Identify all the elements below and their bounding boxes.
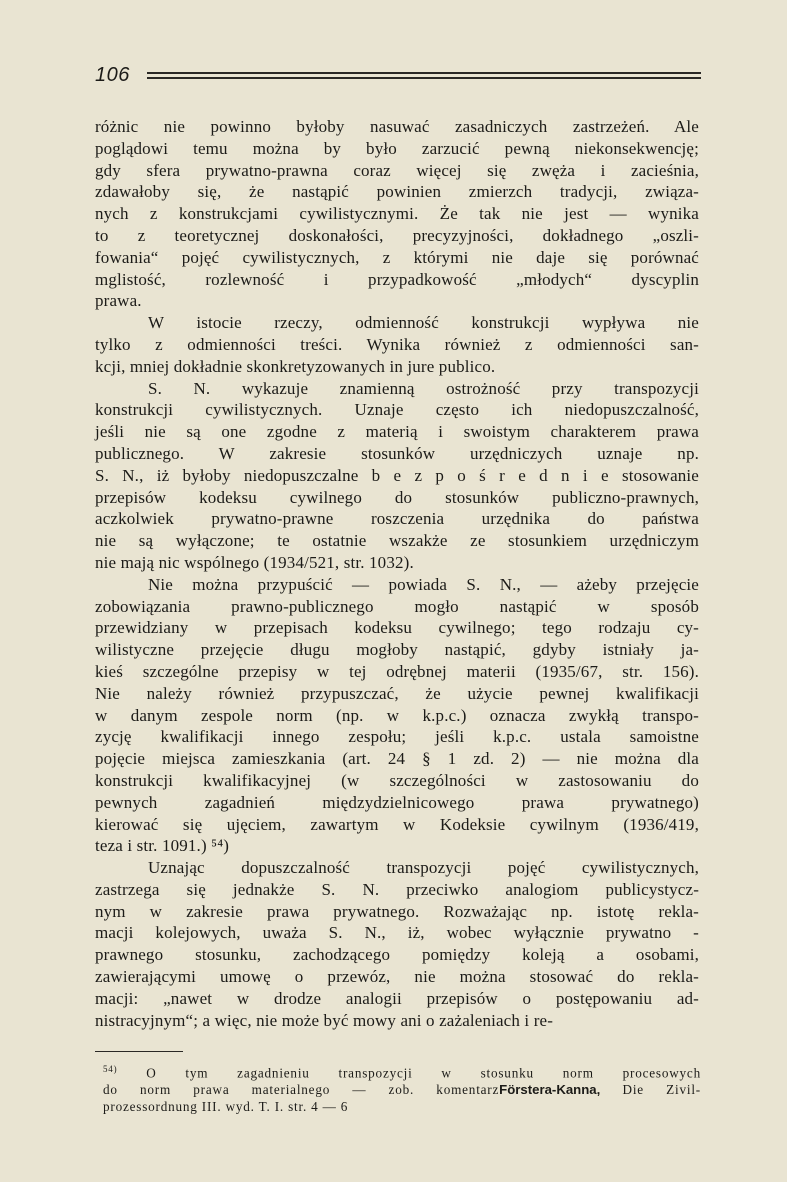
footnote-text: do norm prawa materialnego — zob. komentarz bbox=[103, 1081, 500, 1097]
text-line: przepisów kodeksu cywilnego do stosunków publiczno-prawnych, bbox=[95, 487, 699, 507]
text-line: Nie należy również przypuszczać, że użycie pewnej kwalifikacji bbox=[95, 683, 699, 703]
footnote-separator bbox=[95, 1051, 183, 1052]
text-line: publicznego. W zakresie stosunków urzędniczych uznaje np. bbox=[95, 443, 699, 463]
text-line: zycję kwalifikacji innego zespołu; jeśli k.p.c. ustala samoistne bbox=[95, 727, 699, 747]
text-line: S. N. wykazuje znamienną ostrożność przy transpozycji bbox=[148, 378, 699, 398]
page-header bbox=[95, 64, 701, 92]
text-line: macji kolejowych, uważa S. N., iż, wobec wyłącznie prywatno - bbox=[95, 923, 699, 943]
text-line: jeśli nie są one zgodne z materią i swoistym charakterem prawa bbox=[95, 422, 699, 442]
footnote-text: Die Zivil- bbox=[600, 1081, 702, 1097]
footnote-text: O tym zagadnieniu transpozycji w stosunku norm procesowych bbox=[146, 1065, 701, 1081]
text-line: Nie można przypuścić — powiada S. N., — ażeby przejęcie bbox=[148, 574, 699, 594]
text-line: nie są wyłączone; te ostatnie wszakże ze stosunkiem urzędniczym bbox=[95, 531, 699, 551]
body-text bbox=[95, 116, 699, 1031]
text-line: nych z konstrukcjami cywilistycznymi. Że tak nie jest — wynika bbox=[95, 204, 699, 224]
footnote-line bbox=[103, 1099, 701, 1116]
text-line: prawnego stosunku, zachodzącego pomiędzy koleją a osobami, bbox=[95, 945, 699, 965]
text-line: teza i str. 1091.) ⁵⁴) bbox=[95, 836, 230, 856]
text-line: konstrukcji cywilistycznych. Uznaje często ich niedopuszczalność, bbox=[95, 400, 699, 420]
text-line: kierować się ujęciem, zawartym w Kodeksie cywilnym (1936/419, bbox=[95, 814, 699, 834]
text-line: kcji, mniej dokładnie skonkretyzowanych in jure publico. bbox=[95, 356, 496, 376]
text-line: wilistyczne przejęcie długu mogłoby nastąpić, gdyby istniały ja- bbox=[95, 640, 699, 660]
text-line: w danym zespole norm (np. w k.p.c.) oznacza zwykłą transpo- bbox=[95, 705, 699, 725]
text-line: gdy sfera prywatno-prawna coraz więcej się zwęża i zacieśnia, bbox=[95, 160, 699, 180]
text-line: nym w zakresie prawa prywatnego. Rozważając np. istotę rekla- bbox=[95, 901, 699, 921]
text-line: poglądowi temu można by było zarzucić pewną niekonsekwencję; bbox=[95, 138, 699, 158]
text-line: nie mają nic wspólnego (1934/521, str. 1032). bbox=[95, 552, 414, 572]
text-line: to z teoretycznej doskonałości, precyzyjności, dokładnego „oszli- bbox=[95, 225, 699, 245]
text-line: mglistość, rozlewność i przypadkowość „młodych“ dyscyplin bbox=[95, 269, 699, 289]
text-line: W istocie rzeczy, odmienność konstrukcji wypływa nie bbox=[148, 313, 699, 333]
text-line: różnic nie powinno byłoby nasuwać zasadniczych zastrzeżeń. Ale bbox=[95, 117, 699, 136]
text-line: aczkolwiek prywatno-prawne roszczenia urzędnika do państwa bbox=[95, 509, 699, 529]
text-line: macji: „nawet w drodze analogii przepisów o postępowaniu ad- bbox=[95, 988, 699, 1008]
footnote-authors: Förstera-Kanna, bbox=[499, 1081, 601, 1097]
text-line: S. N., iż byłoby niedopuszczalne b e z p o ś r e d n i e stosowanie bbox=[95, 465, 699, 485]
header-rule-bottom bbox=[147, 77, 701, 79]
text-line: zdawałoby się, że nastąpić powinien zmierzch tradycji, związa- bbox=[95, 182, 699, 202]
text-line: zobowiązania prawno-publicznego mogło nastąpić w sposób bbox=[95, 596, 699, 616]
text-line: nistracyjnym“; a więc, nie może być mowy ani o zażaleniach i re- bbox=[95, 1010, 554, 1030]
text-line: kieś szczególne przepisy w tej odrębnej materii (1935/67, str. 156). bbox=[95, 661, 699, 681]
text-line: konstrukcji kwalifikacyjnej (w szczególności w zastosowaniu do bbox=[95, 770, 699, 790]
footnote-line bbox=[103, 1061, 701, 1082]
text-line: zastrzega się jednakże S. N. przeciwko analogiom publicystycz- bbox=[95, 879, 699, 899]
footnote-marker: 54) bbox=[103, 1064, 118, 1074]
footnote-line bbox=[103, 1082, 701, 1099]
text-line: przewidziany w przepisach kodeksu cywilnego; tego rodzaju cy- bbox=[95, 618, 699, 638]
footnotes bbox=[103, 1061, 701, 1115]
footnote-text: prozessordnung III. wyd. T. I. str. 4 — 6 bbox=[103, 1098, 349, 1114]
text-line: zawierającymi umowę o przewóz, nie można stosować do rekla- bbox=[95, 967, 699, 987]
text-line: prawa. bbox=[95, 291, 142, 311]
text-line: pewnych zagadnień międzydzielnicowego prawa prywatnego) bbox=[95, 792, 699, 812]
text-line: pojęcie miejsca zamieszkania (art. 24 § 1 zd. 2) — nie można dla bbox=[95, 749, 699, 769]
page-number: 106 bbox=[95, 64, 130, 86]
text-line: fowania“ pojęć cywilistycznych, z którymi nie daje się porównać bbox=[95, 247, 699, 267]
text-line: tylko z odmienności treści. Wynika również z odmienności san- bbox=[95, 334, 699, 354]
text-line: Uznając dopuszczalność transpozycji pojęć cywilistycznych, bbox=[148, 858, 699, 878]
header-rule-top bbox=[147, 72, 701, 74]
